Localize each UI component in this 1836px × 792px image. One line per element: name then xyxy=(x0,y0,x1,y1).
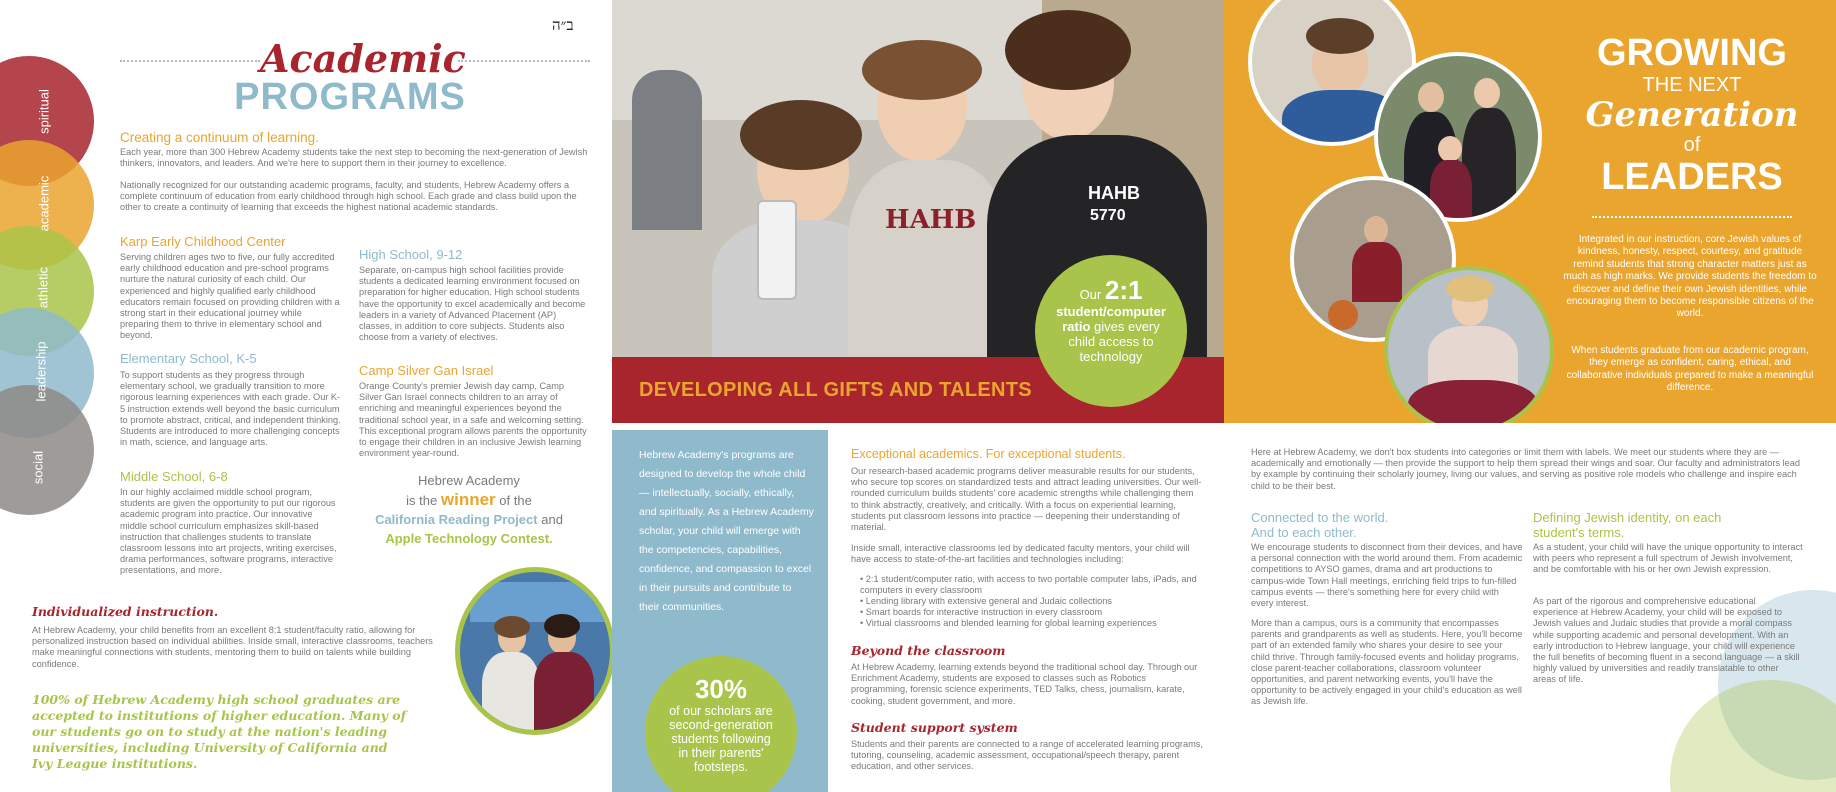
gifts-banner-text: DEVELOPING ALL GIFTS AND TALENTS xyxy=(639,379,1032,401)
high-school-text: Separate, on-campus high school facilities provide students a dedicated learning environment focused on preparation for higher education. High school students have the opportunity to excel academically and become leaders in a variety of Advanced Placement (AP) classes, in addition to core subjects. Students also choose from a variety of electives. xyxy=(359,265,586,343)
beyond-text: At Hebrew Academy, learning extends beyond the traditional school day. Through our Enrichment Academy, students are exposed to classes such as Robotics programming, forensic science experiments, TED Talks, chess, journalism, karate, cooking, student government, and more. xyxy=(851,662,1198,706)
middle-heading: Middle School, 6-8 xyxy=(120,469,228,484)
elementary-heading: Elementary School, K-5 xyxy=(120,351,257,366)
blue-panel-text: Hebrew Academy's programs are designed to develop the whole child — intellectually, socially, ethically, and spiritually. As a Hebrew Academy scholar, your child will emerge with the competencies, capabilities, confidence, and compassion to excel in their pursuits and contribute to their communities. xyxy=(639,449,814,613)
award-line-2 xyxy=(359,490,579,510)
award-and: and xyxy=(541,512,563,527)
sidebar-label-social: social xyxy=(30,450,46,485)
individualized-text: At Hebrew Academy, your child benefits from an excellent 8:1 student/faculty ratio, allowing for personalized instruction based on individual abilities. Inside small, interactive classrooms, teachers make meaningful connections with students, mentoring them to build on talents while building confidence. xyxy=(32,625,433,669)
middle-text: In our highly acclaimed middle school program, students are given the opportunity to put our rigorous academic program into practice. Our innovative middle school curriculum emphasizes skill-based instruction that challenges students to translate classroom lessons into art projects, writing exercises, drama performances, software programs, interactive presentations, and more. xyxy=(120,487,337,576)
percent-badge xyxy=(645,656,797,792)
ratio-line-2: student/computer xyxy=(1056,304,1166,319)
growing-paragraph-2: When students graduate from our academic program, they emerge as confident, caring, ethical, and collaborative individuals prepared to make a meaningful difference. xyxy=(1566,345,1814,394)
award-winner: winner xyxy=(440,490,496,509)
award-apple-contest: Apple Technology Contest. xyxy=(385,531,553,546)
hebrew-mark: ב״ה xyxy=(552,16,574,34)
title-academic: Academic xyxy=(260,36,466,81)
growing-line-5: LEADERS xyxy=(1601,156,1783,198)
facilities-list xyxy=(860,574,1200,629)
deco-circle-green xyxy=(1670,680,1836,792)
ratio-line-5: technology xyxy=(1079,349,1143,364)
facility-item: • Smart boards for interactive instruction in every classroom xyxy=(860,607,1200,618)
facility-item: • 2:1 student/computer ratio, with access to two portable computer labs, iPads, and computers in every classroom xyxy=(860,574,1200,596)
camp-text: Orange County's premier Jewish day camp, Camp Silver Gan Israel connects children to an array of enriching and meaningful experiences beyond the traditional school year, in a safe and welcoming setting. This exceptional program allows parents the opportunity to engage their children in an inclusive Jewish learning environment year-round. xyxy=(359,381,587,459)
camp-heading: Camp Silver Gan Israel xyxy=(359,363,494,378)
connected-paragraph-1: We encourage students to disconnect from their devices, and have a personal connection with the world around them. From academic competitions to AYSO games, drama and art productions to campus-wide Town Hall meetings, enriching field trips to fun-filled campus events — there's something here for every child with every interest. xyxy=(1251,542,1523,609)
percent-line-2: second-generation xyxy=(669,718,773,732)
orange-panel xyxy=(1224,0,1836,423)
intro-heading: Creating a continuum of learning. xyxy=(120,130,319,145)
identity-paragraph-2: As part of the rigorous and comprehensive educational experience at Hebrew Academy, your child will be exposed to Jewish values and Judaic studies that provide a moral compass while supporting academic and personal development. With an early introduction to Hebrew language, your child will experience the full benefits of becoming fluent in a second language — a skill highly valued by universities and readily translatable to other areas of life. xyxy=(1533,596,1800,685)
growing-paragraph-1: Integrated in our instruction, core Jewish values of kindness, honesty, respect, courtesy, and gratitude remind students that strong character matters just as much as high marks. We provide students the freedom to discover and define their own Jewish identities, while encouraging them to become responsible citizens of the world. xyxy=(1563,234,1817,320)
shirt-hahb-2: HAHB xyxy=(1088,183,1140,203)
karp-heading: Karp Early Childhood Center xyxy=(120,234,286,249)
facility-item: • Lending library with extensive general and Judaic collections xyxy=(860,596,1200,607)
identity-heading-2: student's terms. xyxy=(1533,525,1625,540)
title-rule-left xyxy=(120,60,260,62)
individualized-heading: Individualized instruction. xyxy=(32,604,219,619)
growing-line-3: Generation xyxy=(1585,95,1799,135)
ratio-line-4: child access to xyxy=(1068,334,1154,349)
growing-rule xyxy=(1592,216,1792,218)
exceptional-paragraph-1: Our research-based academic programs deliver measurable results for our students, who secure top scores on standardized tests and attract leading universities. Our well-rounded curriculum builds students' core academic strengths while challenging them to think abstractly, creatively, and critically. With a focus on experiential learning, students put classroom lessons into practice — deepening their understanding of material. xyxy=(851,466,1202,533)
award-line-3 xyxy=(359,510,579,529)
growing-line-2: THE NEXT xyxy=(1642,74,1742,96)
growing-heading xyxy=(1567,32,1817,198)
award-is-the: is the xyxy=(406,493,438,508)
sidebar-label-academic: academic xyxy=(36,175,52,232)
title-rule-right xyxy=(458,60,590,62)
facility-item: • Virtual classrooms and blended learning for global learning experiences xyxy=(860,618,1200,629)
shirt-hahb: HAHB xyxy=(885,205,977,235)
exceptional-heading: Exceptional academics. For exceptional students. xyxy=(851,447,1126,461)
percent-number: 30% xyxy=(694,674,748,704)
percent-line-3: students following xyxy=(671,732,771,746)
ratio-line-3 xyxy=(1035,319,1187,334)
right-intro: Here at Hebrew Academy, we don't box students into categories or limit them with labels. We meet our students where they are — academically and emotionally — then provide the support to help them spread their wings and soar. Our faculty and administrators lead by example by continuing their scholarly journey, living our values, and serving as positive role models who challenge and inspire each child to be their best. xyxy=(1251,447,1800,491)
graduates-quote: 100% of Hebrew Academy high school graduates are accepted to institutions of higher education. Many of our students go on to study at the nation's leading universities, including University of California and Ivy League institutions. xyxy=(32,692,407,771)
percent-line-5: footsteps. xyxy=(693,760,749,774)
ratio-gives: gives every xyxy=(1094,319,1160,334)
high-school-heading: High School, 9-12 xyxy=(359,247,463,262)
intro-paragraph-1: Each year, more than 300 Hebrew Academy students take the next step to becoming the next-generation of Jewish thinkers, innovators, and leaders. And we're here to support them in their journey to excellence. xyxy=(120,147,588,169)
elementary-text: To support students as they progress through elementary school, we gradually transition to more rigorous learning experiences with each grade. Our K-5 instruction extends well beyond the basic curriculum to promote abstract, critical, and independent thinking. Students are introduced to more challenging concepts in math, science, and language arts. xyxy=(120,370,341,448)
left-panel xyxy=(0,0,612,792)
photo-teacher-students xyxy=(1384,266,1554,423)
sidebar-label-athletic: athletic xyxy=(35,266,51,309)
percent-line-4: in their parents' xyxy=(678,746,764,760)
microscope xyxy=(757,200,797,300)
award-line-1: Hebrew Academy xyxy=(418,473,520,488)
identity-paragraph-1: As a student, your child will have the unique opportunity to interact with peers who represent a full spectrum of Jewish involvement, and be comfortable with his or her own Jewish expression. xyxy=(1533,542,1803,575)
growing-line-1: GROWING xyxy=(1597,32,1787,74)
support-heading: Student support system xyxy=(851,720,1018,735)
percent-line-1: of our scholars are xyxy=(669,704,773,718)
award-reading-project: California Reading Project xyxy=(375,512,538,527)
connected-paragraph-2: More than a campus, ours is a community that encompasses parents and grandparents as well as students. Here, you'll become part of an extended family who shares your desire to see your child thrive. Through family-focused events and holiday programs, close parent-teacher collaborations, classroom volunteer opportunities, and parent networking events, you'll have the opportunity to be actively engaged in your child's education as well as Jewish life. xyxy=(1251,618,1523,707)
connected-heading-1: Connected to the world. xyxy=(1251,510,1389,525)
connected-heading-2: And to each other. xyxy=(1251,525,1357,540)
classroom-photo xyxy=(455,567,615,735)
ratio-number: 2:1 xyxy=(1104,275,1143,305)
ratio-word: ratio xyxy=(1062,319,1091,334)
title-programs: PROGRAMS xyxy=(234,76,466,118)
ratio-line-1 xyxy=(1035,275,1187,305)
award-of-the: of the xyxy=(499,493,532,508)
ratio-our: Our xyxy=(1079,287,1102,302)
karp-text: Serving children ages two to five, our fully accredited early childhood education and pre-school programs nurture the natural curiosity of each child. Our experienced and highly qualified early childhood educators remain focused on providing children with a strong start in their educational journey while preparing them to thrive in elementary school and beyond. xyxy=(120,252,340,341)
sidebar-label-leadership: leadership xyxy=(33,341,49,402)
shirt-number: 5770 xyxy=(1090,207,1126,224)
intro-paragraph-2: Nationally recognized for our outstanding academic programs, faculty, and students, Hebrew Academy offers a complete continuum of education from early childhood through high school. Each grade and class build upon the other to create a continuity of learning that exceeds the highest national academic standards. xyxy=(120,180,577,213)
identity-heading-1: Defining Jewish identity, on each xyxy=(1533,510,1722,525)
beyond-heading: Beyond the classroom xyxy=(851,643,1006,658)
award-callout xyxy=(359,471,579,548)
growing-line-4: of xyxy=(1683,134,1701,156)
ratio-badge xyxy=(1035,255,1187,407)
exceptional-paragraph-2: Inside small, interactive classrooms led by dedicated faculty mentors, your child will have access to state-of-the-art facilities and technologies including: xyxy=(851,543,1190,565)
support-text: Students and their parents are connected to a range of accelerated learning programs, tutoring, counseling, academic assessment, occupational/speech therapy, parent education, and other services. xyxy=(851,739,1203,772)
sidebar-label-spiritual: spiritual xyxy=(36,89,52,134)
